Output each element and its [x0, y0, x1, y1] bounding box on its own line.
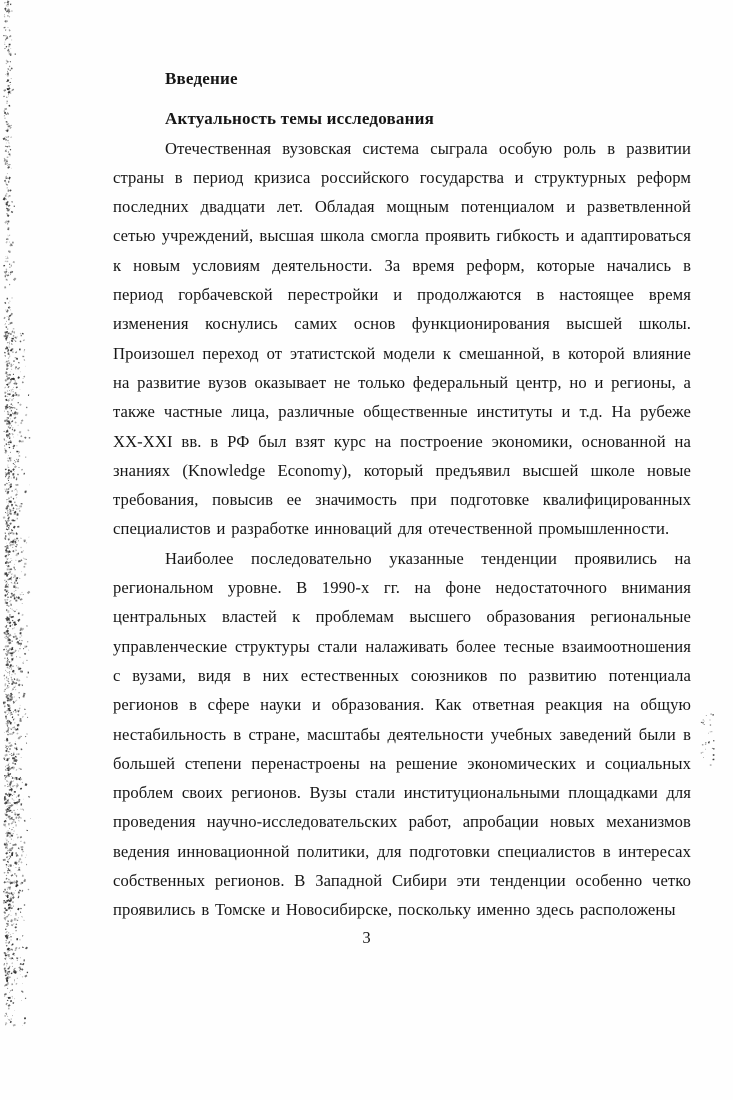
text-block	[113, 64, 691, 925]
paragraph-1: Отечественная вузовская система сыграла особую роль в развитии страны в период кризиса российского государства и структурных реформ последних двадцати лет. Обладая мощным потенциалом и разветвленной сетью учреждений, высшая школа смогла проявить гибкость и адаптироваться к новым условиям деятельности. За время реформ, которые начались в период горбачевской перестройки и продолжаются в настоящее время изменения коснулись самих основ функционирования высшей школы. Произошел переход от этатистской модели к смешанной, в которой влияние на развитие вузов оказывает не только федеральный центр, но и регионы, а также частные лица, различные общественные институты и т.д. На рубеже XX-XXI вв. в РФ был взят курс на построение экономики, основанной на знаниях (Knowledge Economy), который предъявил высшей школе новые требования, повысив ее значимость при подготовке квалифицированных специалистов и разработке инноваций для отечественной промышленности.	[113, 138, 691, 539]
page-number: 3	[362, 928, 371, 947]
scan-noise-right-speck	[690, 705, 730, 785]
section-heading: Введение	[165, 69, 238, 88]
subsection-heading: Актуальность темы исследования	[165, 109, 434, 129]
paragraph-2: Наиболее последовательно указанные тенденции проявились на региональном уровне. В 1990-х гг. на фоне недостаточного внимания центральных властей к проблемам высшего образования региональные управленческие структуры стали налаживать более тесные взаимоотношения с вузами, видя в них естественных союзников по развитию потенциала регионов в сфере науки и образования. Как ответная реакция на общую нестабильность в стране, масштабы деятельности учебных заведений были в большей степени перенастроены на решение экономических и социальных проблем своих регионов. Вузы стали институциональными площадками для проведения научно-исследовательских работ, апробации новых механизмов ведения инновационной политики, для подготовки специалистов в интересах собственных регионов. В Западной Сибири эти тенденции особенно четко проявились в Томске и Новосибирске, поскольку именно здесь расположены	[113, 548, 691, 920]
